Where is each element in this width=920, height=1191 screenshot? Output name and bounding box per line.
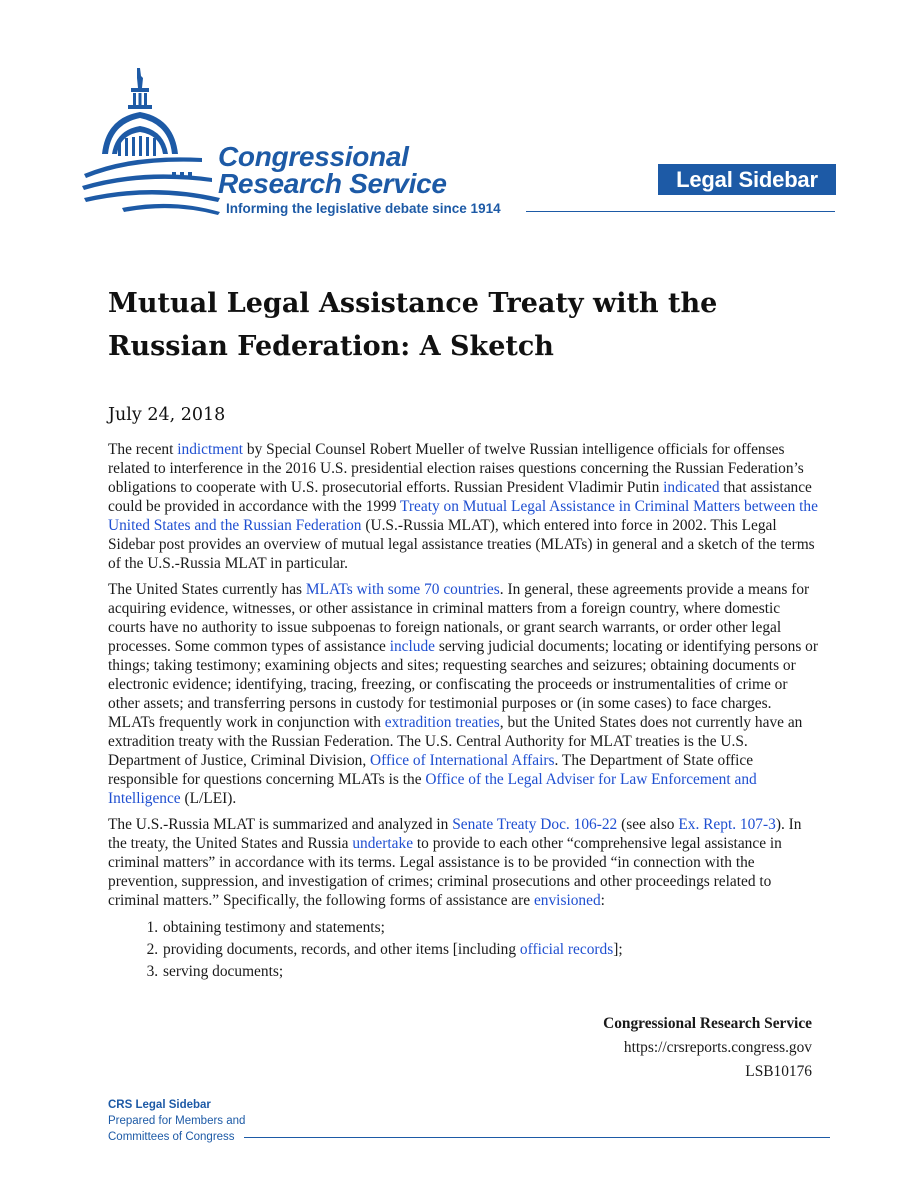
link-ex-rept[interactable]: Ex. Rept. 107-3 (678, 816, 776, 833)
text-run: The U.S.-Russia MLAT is summarized and analyzed in (108, 816, 453, 833)
text-run: ]; (613, 941, 623, 958)
list-item (162, 961, 820, 983)
link-office-international-affairs[interactable]: Office of International Affairs (370, 752, 555, 769)
org-name-line1: Congressional (218, 141, 409, 172)
crs-info-block (603, 1012, 812, 1084)
tagline-rule (526, 211, 835, 212)
text-run: obtaining testimony and statements; (163, 919, 385, 936)
link-indictment[interactable]: indictment (177, 441, 244, 458)
text-run: (U.S.-Russia MLAT), which entered into force in 2002. This Legal Sidebar post provides an overview of mutual legal assistance treaties (MLATs) in general and a sketch of the terms of the U.S.-Russia MLAT in particular. (108, 517, 815, 572)
text-run: . In general, these agreements provide a means for acquiring evidence, witnesses, or other assistance in criminal matters from a foreign country, where domestic courts have no authority to issue subpoenas to foreign nationals, or grant search warrants, or order other legal processes. Some common types of assistance (108, 581, 810, 655)
footer-line2: Prepared for Members and (108, 1115, 246, 1127)
paragraph-3 (108, 815, 820, 910)
crs-url: https://crsreports.congress.gov (623, 1039, 812, 1056)
text-run: , but the United States does not currently have an extradition treaty with the Russian Federation. The U.S. Central Authority for MLAT treaties is the U.S. Department of Justice, Criminal Division, (108, 714, 803, 769)
paragraph-1 (108, 440, 820, 573)
link-indicated[interactable]: indicated (663, 479, 720, 496)
link-extradition-treaties[interactable]: extradition treaties (384, 714, 500, 731)
footer-line3: Committees of Congress (108, 1131, 235, 1143)
org-tagline: Informing the legislative debate since 1914 (226, 201, 501, 216)
text-run: The recent (108, 441, 178, 458)
text-run: to provide to each other “comprehensive legal assistance in criminal matters” in accordance with its terms. Legal assistance is to be provided “in connection with the prevention, suppression, and investigation of crimes; criminal prosecutions and other proceedings related to criminal matters.” Specifically, the following forms of assistance are (108, 835, 782, 909)
crs-org: Congressional Research Service (603, 1015, 812, 1032)
footer (108, 1097, 245, 1145)
link-undertake[interactable]: undertake (352, 835, 414, 852)
report-id: LSB10176 (745, 1063, 812, 1080)
text-run: (L/LEI). (180, 790, 237, 807)
text-run: (see also (617, 816, 679, 833)
link-mlats-countries[interactable]: MLATs with some 70 countries (305, 581, 500, 598)
text-run: providing documents, records, and other items [including (163, 941, 520, 958)
article-body (108, 440, 820, 983)
publication-date: July 24, 2018 (108, 405, 226, 425)
text-run: : (600, 892, 605, 909)
text-run: serving documents; (163, 963, 284, 980)
text-run: by Special Counsel Robert Mueller of twelve Russian intelligence officials for offenses related to interference in the 2016 U.S. presidential election raises questions concerning the Russian Federation’s obligations to cooperate with U.S. prosecutorial efforts. Russian President Vladimir Putin (108, 441, 804, 496)
org-name-line2: Research Service (218, 168, 447, 199)
link-envisioned[interactable]: envisioned (533, 892, 601, 909)
capitol-dome-icon (82, 66, 222, 216)
assistance-list (108, 917, 820, 983)
text-run: ). In the treaty, the United States and Russia (108, 816, 802, 852)
text-run: serving judicial documents; locating or identifying persons or things; taking testimony; examining objects and sites; requesting searches and seizures; obtaining documents or electronic evidence; identifying, tracing, freezing, or confiscating the proceeds or instrumentalities of crime or other assets; and transferring persons in custody for testimonial purposes or (in some cases) to face charges. MLATs frequently work in conjunction with (108, 638, 818, 731)
text-run: . The Department of State office responsible for questions concerning MLATs is the (108, 752, 754, 788)
link-office-legal-adviser[interactable]: Office of the Legal Adviser for Law Enforcement and Intelligence (108, 771, 757, 807)
list-item (162, 939, 820, 961)
list-item (162, 917, 820, 939)
page-title: Mutual Legal Assistance Treaty with the Russian Federation: A Sketch (108, 288, 718, 362)
org-name (218, 143, 447, 197)
text-run: that assistance could be provided in accordance with the 1999 (108, 479, 812, 515)
legal-sidebar-badge: Legal Sidebar (658, 164, 836, 195)
footer-rule (244, 1137, 830, 1138)
text-run: The United States currently has (108, 581, 306, 598)
footer-line1: CRS Legal Sidebar (108, 1099, 211, 1111)
link-official-records[interactable]: official records (519, 941, 614, 958)
link-treaty[interactable]: Treaty on Mutual Legal Assistance in Criminal Matters between the United States and the Russian Federation (108, 498, 818, 534)
paragraph-2 (108, 580, 820, 808)
link-senate-treaty-doc[interactable]: Senate Treaty Doc. 106-22 (452, 816, 618, 833)
link-include[interactable]: include (389, 638, 435, 655)
